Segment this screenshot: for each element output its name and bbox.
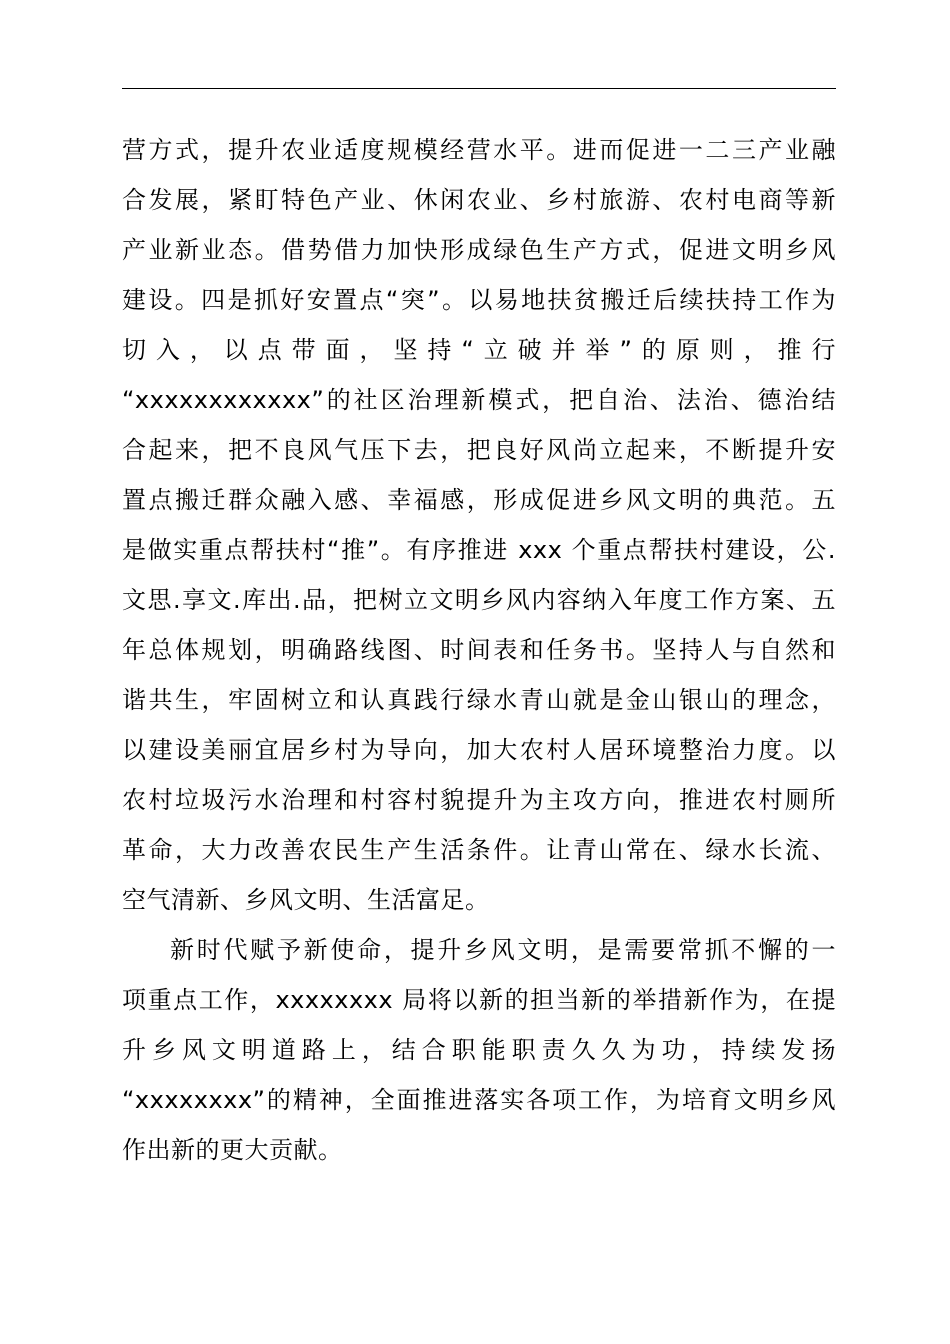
text-line: 革命，大力改善农民生产生活条件。让青山常在、绿水长流、 — [122, 836, 836, 864]
text-line: 切入，以点带面，坚持“立破并举”的原则，推行 — [122, 336, 836, 364]
text-line: “xxxxxxxxxxxx”的社区治理新模式，把自治、法治、德治结 — [122, 386, 836, 414]
text-line: “xxxxxxxx”的精神，全面推进落实各项工作，为培育文明乡风 — [122, 1086, 836, 1114]
text-line: 作出新的更大贡献。 — [122, 1136, 343, 1164]
text-line: 营方式，提升农业适度规模经营水平。进而促进一二三产业融 — [122, 136, 836, 164]
text-line: 谐共生，牢固树立和认真践行绿水青山就是金山银山的理念， — [122, 686, 836, 714]
body-text — [122, 125, 836, 1175]
header-rule — [122, 88, 836, 89]
text-line: 新时代赋予新使命，提升乡风文明，是需要常抓不懈的一 — [170, 936, 836, 964]
text-line: 农村垃圾污水治理和村容村貌提升为主攻方向，推进农村厕所 — [122, 786, 836, 814]
text-line: 产业新业态。借势借力加快形成绿色生产方式，促进文明乡风 — [122, 236, 836, 264]
text-line: 合发展，紧盯特色产业、休闲农业、乡村旅游、农村电商等新 — [122, 186, 836, 214]
paragraph-1 — [122, 125, 836, 925]
text-line: 升乡风文明道路上，结合职能职责久久为功，持续发扬 — [122, 1036, 836, 1064]
text-line: 以建设美丽宜居乡村为导向，加大农村人居环境整治力度。以 — [122, 736, 836, 764]
text-line: 合起来，把不良风气压下去，把良好风尚立起来，不断提升安 — [122, 436, 836, 464]
text-line: 文思.享文.库出.品，把树立文明乡风内容纳入年度工作方案、五 — [122, 586, 836, 614]
text-line: 置点搬迁群众融入感、幸福感，形成促进乡风文明的典范。五 — [122, 486, 836, 514]
text-line: 建设。四是抓好安置点“突”。以易地扶贫搬迁后续扶持工作为 — [122, 286, 836, 314]
paragraph-2 — [122, 925, 836, 1175]
text-line: 项重点工作，xxxxxxxx 局将以新的担当新的举措新作为，在提 — [122, 986, 836, 1014]
text-line: 年总体规划，明确路线图、时间表和任务书。坚持人与自然和 — [122, 636, 836, 664]
text-line: 空气清新、乡风文明、生活富足。 — [122, 886, 490, 914]
text-line: 是做实重点帮扶村“推”。有序推进 xxx 个重点帮扶村建设，公. — [122, 536, 836, 564]
